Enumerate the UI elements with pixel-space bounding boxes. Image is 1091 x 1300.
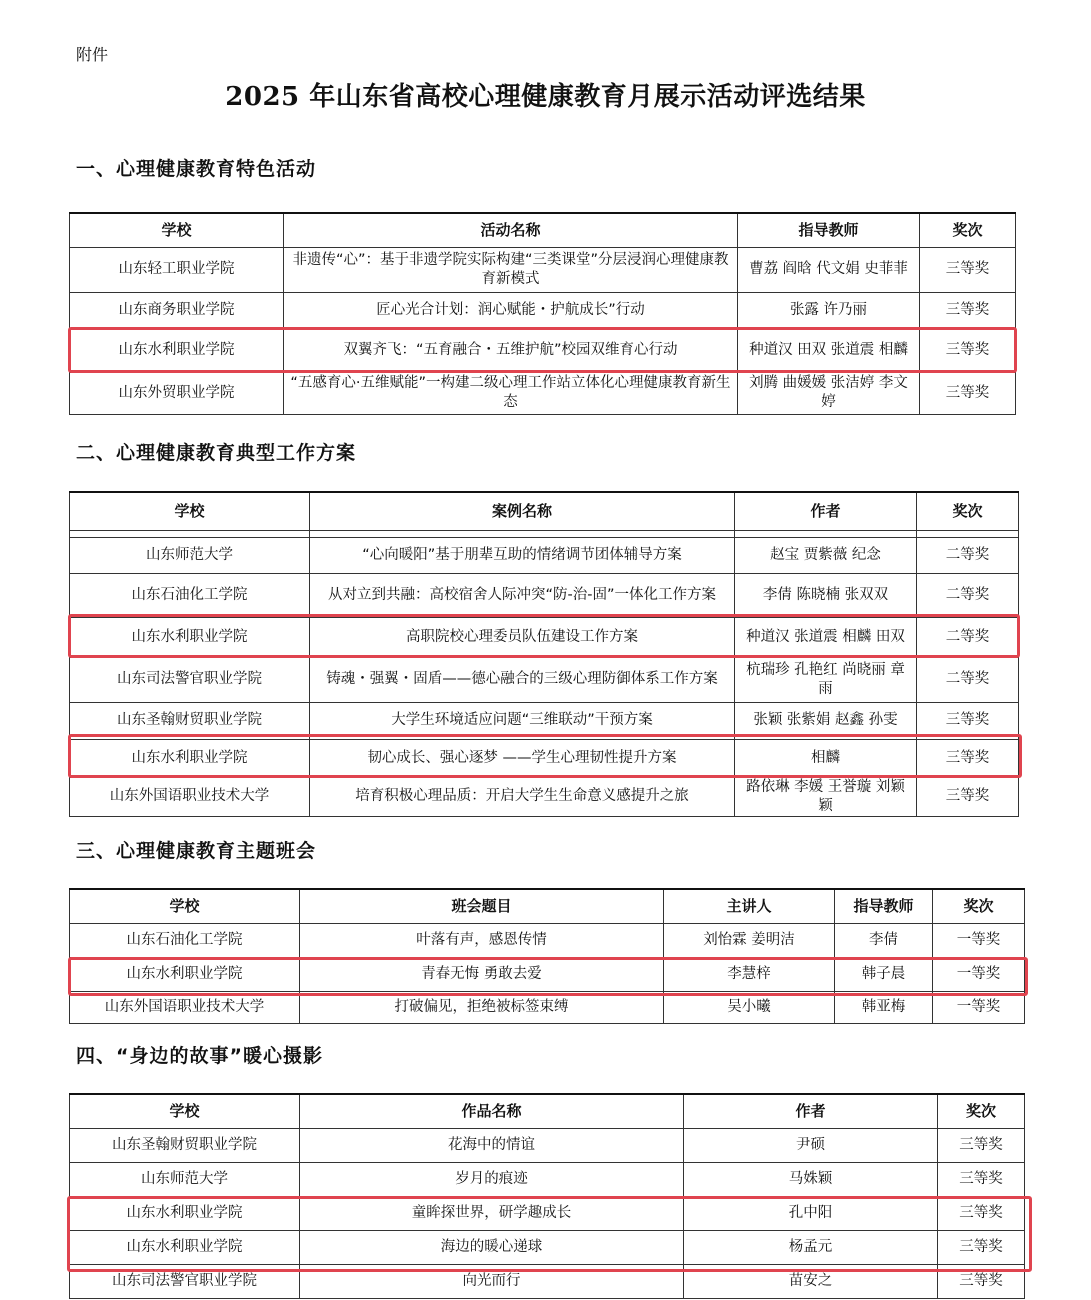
award-cell: 三等奖 xyxy=(938,1230,1025,1264)
person-cell: 吴小曦 xyxy=(664,991,835,1023)
title-cell: 大学生环境适应问题“三维联动”干预方案 xyxy=(310,702,735,739)
school-cell: 山东司法警官职业学院 xyxy=(70,1264,300,1298)
table-row xyxy=(70,1264,1025,1298)
table-row xyxy=(70,1128,1025,1162)
person-cell: 赵宝 贾紫薇 纪念 xyxy=(735,537,917,573)
award-cell: 三等奖 xyxy=(920,328,1016,372)
table-row xyxy=(70,777,1019,816)
col-header-advisor: 指导教师 xyxy=(738,213,920,247)
person-cell: 苗安之 xyxy=(684,1264,938,1298)
page-title: 2025 年山东省高校心理健康教育月展示活动评选结果 xyxy=(225,82,866,112)
award-cell: 二等奖 xyxy=(917,617,1019,657)
title-cell: 从对立到共融：高校宿舍人际冲突“防-治-固”一体化工作方案 xyxy=(310,573,735,617)
person-cell: 尹硕 xyxy=(684,1128,938,1162)
table-row xyxy=(70,292,1016,328)
school-cell: 山东轻工职业学院 xyxy=(70,247,284,292)
award-cell: 一等奖 xyxy=(933,957,1025,991)
award-cell: 三等奖 xyxy=(938,1162,1025,1196)
school-cell: 山东石油化工学院 xyxy=(70,923,300,957)
person-cell: 曹荔 阎晗 代文娟 史菲菲 xyxy=(738,247,920,292)
attachment-label: 附件 xyxy=(76,45,109,64)
col-header-speaker: 主讲人 xyxy=(664,889,835,923)
col-header-school: 学校 xyxy=(70,492,310,530)
person-cell: 种道汉 张道震 相麟 田双 xyxy=(735,617,917,657)
person-cell: 韩子晨 xyxy=(835,957,933,991)
col-header-award: 奖次 xyxy=(938,1094,1025,1128)
person-cell: 杨孟元 xyxy=(684,1230,938,1264)
col-header-school: 学校 xyxy=(70,213,284,247)
table-row xyxy=(70,702,1019,739)
title-cell: 培育积极心理品质：开启大学生生命意义感提升之旅 xyxy=(310,777,735,816)
person-cell: 孔中阳 xyxy=(684,1196,938,1230)
title-cell: “心向暖阳”基于朋辈互助的情绪调节团体辅导方案 xyxy=(310,537,735,573)
award-cell: 三等奖 xyxy=(917,739,1019,777)
school-cell: 山东圣翰财贸职业学院 xyxy=(70,1128,300,1162)
table-row xyxy=(70,1196,1025,1230)
table-row xyxy=(70,739,1019,777)
award-cell: 二等奖 xyxy=(917,537,1019,573)
award-cell: 三等奖 xyxy=(920,292,1016,328)
person-cell: 种道汉 田双 张道震 相麟 xyxy=(738,328,920,372)
section4-heading: 四、“身边的故事”暖心摄影 xyxy=(76,1045,323,1067)
table-row xyxy=(70,991,1025,1023)
person-cell: 马姝颖 xyxy=(684,1162,938,1196)
award-cell: 三等奖 xyxy=(917,702,1019,739)
col-header-activity: 活动名称 xyxy=(284,213,738,247)
col-header-author: 作者 xyxy=(684,1094,938,1128)
person-cell: 李慧梓 xyxy=(664,957,835,991)
school-cell: 山东师范大学 xyxy=(70,1162,300,1196)
person-cell: 李倩 陈晓楠 张双双 xyxy=(735,573,917,617)
school-cell: 山东师范大学 xyxy=(70,537,310,573)
award-cell: 三等奖 xyxy=(938,1264,1025,1298)
table-row xyxy=(70,657,1019,702)
person-cell: 韩亚梅 xyxy=(835,991,933,1023)
school-cell: 山东水利职业学院 xyxy=(70,617,310,657)
school-cell: 山东外贸职业学院 xyxy=(70,372,284,414)
award-cell: 三等奖 xyxy=(938,1196,1025,1230)
title-cell: 打破偏见，拒绝被标签束缚 xyxy=(300,991,664,1023)
title-cell: “五感育心·五维赋能”一构建二级心理工作站立体化心理健康教育新生态 xyxy=(284,372,738,414)
table-row xyxy=(70,537,1019,573)
section3-table xyxy=(69,888,1025,1024)
section3-heading: 三、心理健康教育主题班会 xyxy=(76,840,317,862)
school-cell: 山东水利职业学院 xyxy=(70,328,284,372)
school-cell: 山东圣翰财贸职业学院 xyxy=(70,702,310,739)
table-row xyxy=(70,247,1016,292)
section1-table xyxy=(69,212,1016,415)
title-cell: 匠心光合计划：润心赋能・护航成长”行动 xyxy=(284,292,738,328)
school-cell: 山东水利职业学院 xyxy=(70,739,310,777)
col-header-advisor: 指导教师 xyxy=(835,889,933,923)
table-row xyxy=(70,372,1016,414)
person-cell: 刘怡霖 姜明洁 xyxy=(664,923,835,957)
award-cell: 二等奖 xyxy=(917,573,1019,617)
col-header-case: 案例名称 xyxy=(310,492,735,530)
table-row xyxy=(70,328,1016,372)
person-cell: 张露 许乃丽 xyxy=(738,292,920,328)
title-cell: 花海中的情谊 xyxy=(300,1128,684,1162)
section4-table xyxy=(69,1093,1025,1299)
title-cell: 叶落有声，感恩传情 xyxy=(300,923,664,957)
title-cell: 铸魂・强翼・固盾——德心融合的三级心理防御体系工作方案 xyxy=(310,657,735,702)
title-cell: 韧心成长、强心逐梦 ——学生心理韧性提升方案 xyxy=(310,739,735,777)
school-cell: 山东外国语职业技术大学 xyxy=(70,991,300,1023)
school-cell: 山东水利职业学院 xyxy=(70,1230,300,1264)
award-cell: 二等奖 xyxy=(917,657,1019,702)
title-cell: 非遗传“心”：基于非遗学院实际构建“三类课堂”分层浸润心理健康教育新模式 xyxy=(284,247,738,292)
col-header-award: 奖次 xyxy=(933,889,1025,923)
award-cell: 一等奖 xyxy=(933,923,1025,957)
col-header-school: 学校 xyxy=(70,1094,300,1128)
table-row xyxy=(70,923,1025,957)
col-header-award: 奖次 xyxy=(920,213,1016,247)
section2-heading: 二、心理健康教育典型工作方案 xyxy=(76,442,357,464)
person-cell: 张颖 张紫娟 赵鑫 孙雯 xyxy=(735,702,917,739)
title-cell: 双翼齐飞：“五育融合・五维护航”校园双维育心行动 xyxy=(284,328,738,372)
title-cell: 童眸探世界，研学趣成长 xyxy=(300,1196,684,1230)
table-row xyxy=(70,1162,1025,1196)
school-cell: 山东水利职业学院 xyxy=(70,957,300,991)
table-row xyxy=(70,957,1025,991)
table-row xyxy=(70,573,1019,617)
person-cell: 路依琳 李媛 王誉璇 刘颖颖 xyxy=(735,777,917,816)
table-row xyxy=(70,1230,1025,1264)
award-cell: 三等奖 xyxy=(917,777,1019,816)
school-cell: 山东石油化工学院 xyxy=(70,573,310,617)
school-cell: 山东水利职业学院 xyxy=(70,1196,300,1230)
title-cell: 青春无悔 勇敢去爱 xyxy=(300,957,664,991)
person-cell: 刘腾 曲媛媛 张洁婷 李文婷 xyxy=(738,372,920,414)
person-cell: 相麟 xyxy=(735,739,917,777)
col-header-award: 奖次 xyxy=(917,492,1019,530)
table-row xyxy=(70,617,1019,657)
title-cell: 海边的暖心递球 xyxy=(300,1230,684,1264)
award-cell: 三等奖 xyxy=(938,1128,1025,1162)
col-header-school: 学校 xyxy=(70,889,300,923)
section1-heading: 一、心理健康教育特色活动 xyxy=(76,158,317,180)
title-cell: 岁月的痕迹 xyxy=(300,1162,684,1196)
award-cell: 一等奖 xyxy=(933,991,1025,1023)
col-header-author: 作者 xyxy=(735,492,917,530)
person-cell: 杭瑞珍 孔艳红 尚晓丽 章雨 xyxy=(735,657,917,702)
col-header-work: 作品名称 xyxy=(300,1094,684,1128)
title-cell: 高职院校心理委员队伍建设工作方案 xyxy=(310,617,735,657)
award-cell: 三等奖 xyxy=(920,372,1016,414)
school-cell: 山东司法警官职业学院 xyxy=(70,657,310,702)
title-cell: 向光而行 xyxy=(300,1264,684,1298)
school-cell: 山东外国语职业技术大学 xyxy=(70,777,310,816)
col-header-topic: 班会题目 xyxy=(300,889,664,923)
section2-table xyxy=(69,491,1019,817)
person-cell: 李倩 xyxy=(835,923,933,957)
award-cell: 三等奖 xyxy=(920,247,1016,292)
school-cell: 山东商务职业学院 xyxy=(70,292,284,328)
